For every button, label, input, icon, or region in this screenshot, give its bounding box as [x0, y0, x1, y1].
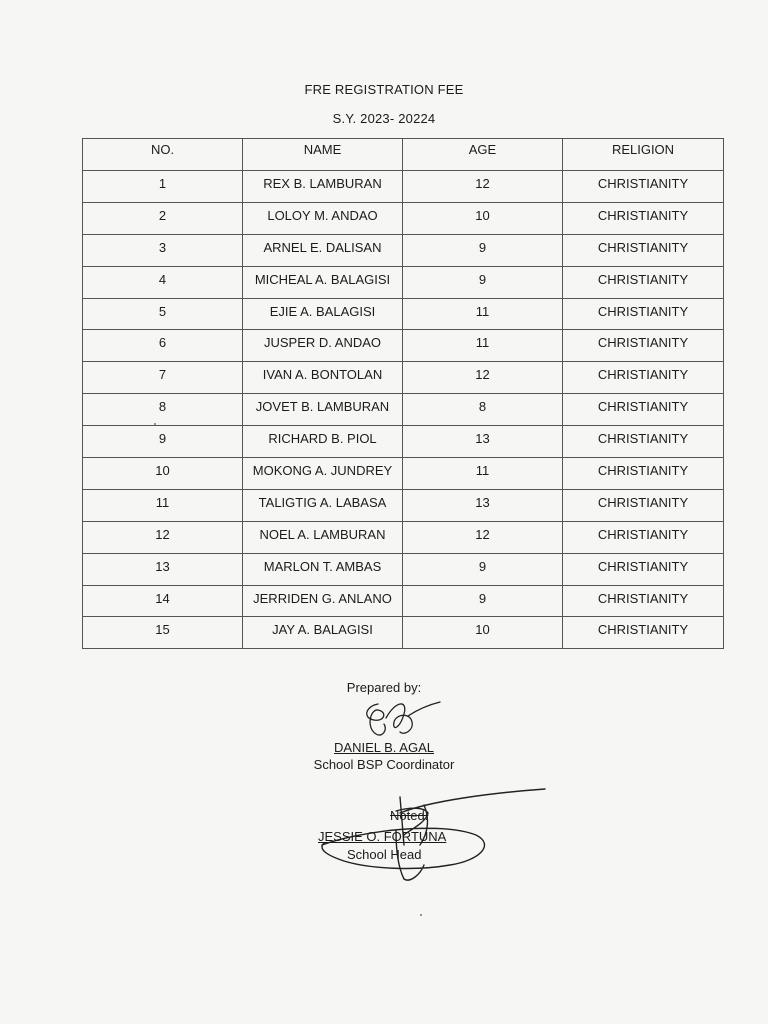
cell-age: 11: [403, 330, 563, 362]
cell-name: IVAN A. BONTOLAN: [243, 362, 403, 394]
table-row: [83, 426, 724, 458]
cell-no: 6: [83, 330, 243, 362]
cell-no: 7: [83, 362, 243, 394]
noted-by-position: School Head: [347, 847, 422, 862]
cell-name: MICHEAL A. BALAGISI: [243, 266, 403, 298]
cell-no: 14: [83, 585, 243, 617]
cell-age: 9: [403, 553, 563, 585]
cell-age: 9: [403, 266, 563, 298]
cell-religion: CHRISTIANITY: [563, 458, 724, 490]
prepared-by-name: DANIEL B. AGAL: [334, 740, 434, 755]
cell-religion: CHRISTIANITY: [563, 489, 724, 521]
table-row: [83, 362, 724, 394]
cell-religion: CHRISTIANITY: [563, 266, 724, 298]
header-name: NAME: [243, 139, 403, 171]
cell-name: NOEL A. LAMBURAN: [243, 521, 403, 553]
table-row: [83, 458, 724, 490]
header-no: NO.: [83, 139, 243, 171]
cell-name: LOLOY M. ANDAO: [243, 202, 403, 234]
prepared-by-position: School BSP Coordinator: [313, 757, 455, 772]
cell-no: 13: [83, 553, 243, 585]
cell-no: 15: [83, 617, 243, 649]
noted-by-label: Noted:: [390, 808, 429, 823]
document-title: FRE REGISTRATION FEE: [304, 82, 464, 97]
cell-no: 3: [83, 234, 243, 266]
cell-religion: CHRISTIANITY: [563, 330, 724, 362]
cell-no: 11: [83, 489, 243, 521]
cell-age: 8: [403, 394, 563, 426]
cell-age: 11: [403, 298, 563, 330]
cell-religion: CHRISTIANITY: [563, 202, 724, 234]
table-row: [83, 234, 724, 266]
cell-religion: CHRISTIANITY: [563, 617, 724, 649]
coordinator-signature: [348, 694, 448, 744]
stray-mark: [420, 914, 422, 916]
table-row: [83, 521, 724, 553]
table-row: [83, 202, 724, 234]
cell-age: 10: [403, 202, 563, 234]
prepared-by-label: Prepared by:: [346, 680, 422, 695]
cell-name: MARLON T. AMBAS: [243, 553, 403, 585]
cell-age: 12: [403, 362, 563, 394]
noted-by-name: JESSIE O. FORTUNA: [318, 829, 447, 844]
cell-age: 13: [403, 426, 563, 458]
cell-no: 2: [83, 202, 243, 234]
cell-name: JERRIDEN G. ANLANO: [243, 585, 403, 617]
cell-no: 4: [83, 266, 243, 298]
cell-religion: CHRISTIANITY: [563, 553, 724, 585]
cell-no: 1: [83, 171, 243, 203]
header-religion: RELIGION: [563, 139, 724, 171]
table-row: [83, 171, 724, 203]
table-row: [83, 394, 724, 426]
table-body: [83, 171, 724, 649]
table-row: [83, 330, 724, 362]
cell-name: RICHARD B. PIOL: [243, 426, 403, 458]
cell-age: 12: [403, 171, 563, 203]
cell-religion: CHRISTIANITY: [563, 585, 724, 617]
registration-table: [82, 138, 724, 649]
cell-age: 9: [403, 234, 563, 266]
table-row: [83, 553, 724, 585]
cell-religion: CHRISTIANITY: [563, 521, 724, 553]
cell-name: MOKONG A. JUNDREY: [243, 458, 403, 490]
cell-age: 13: [403, 489, 563, 521]
cell-name: JUSPER D. ANDAO: [243, 330, 403, 362]
cell-no: 5: [83, 298, 243, 330]
table-row: [83, 489, 724, 521]
cell-religion: CHRISTIANITY: [563, 394, 724, 426]
cell-no: 10: [83, 458, 243, 490]
cell-religion: CHRISTIANITY: [563, 426, 724, 458]
cell-name: ARNEL E. DALISAN: [243, 234, 403, 266]
table-row: [83, 266, 724, 298]
cell-religion: CHRISTIANITY: [563, 171, 724, 203]
table-row: [83, 585, 724, 617]
school-year: S.Y. 2023- 20224: [332, 111, 436, 126]
cell-name: JAY A. BALAGISI: [243, 617, 403, 649]
cell-no: 9: [83, 426, 243, 458]
cell-name: REX B. LAMBURAN: [243, 171, 403, 203]
table-header-row: [83, 139, 724, 171]
cell-religion: CHRISTIANITY: [563, 298, 724, 330]
cell-no: 8: [83, 394, 243, 426]
table-row: [83, 298, 724, 330]
cell-religion: CHRISTIANITY: [563, 234, 724, 266]
cell-religion: CHRISTIANITY: [563, 362, 724, 394]
cell-age: 12: [403, 521, 563, 553]
cell-name: TALIGTIG A. LABASA: [243, 489, 403, 521]
header-age: AGE: [403, 139, 563, 171]
cell-name: JOVET B. LAMBURAN: [243, 394, 403, 426]
cell-age: 10: [403, 617, 563, 649]
cell-no: 12: [83, 521, 243, 553]
cell-age: 9: [403, 585, 563, 617]
cell-name: EJIE A. BALAGISI: [243, 298, 403, 330]
stray-mark: [154, 423, 156, 425]
table-row: [83, 617, 724, 649]
cell-age: 11: [403, 458, 563, 490]
